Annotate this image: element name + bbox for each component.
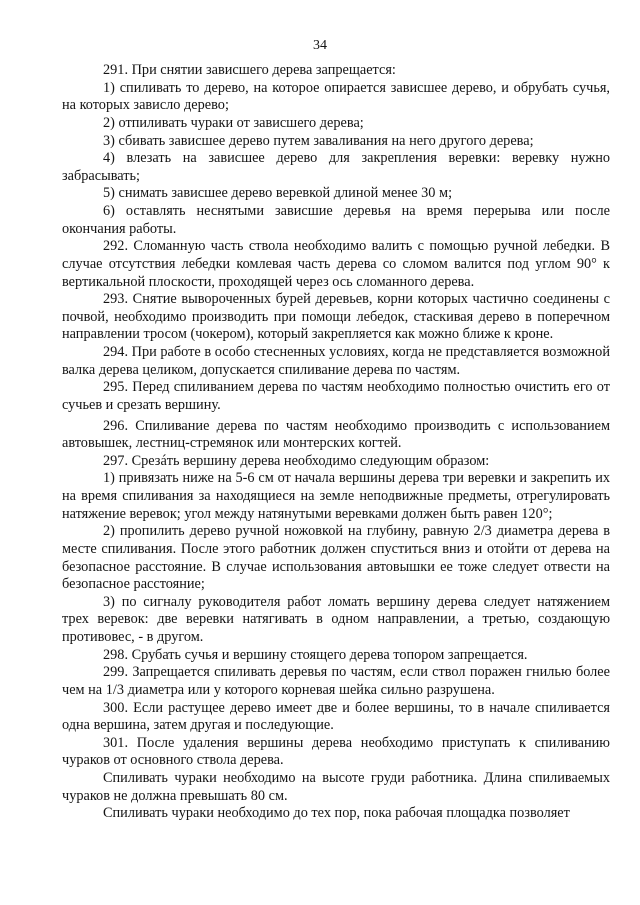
- paragraph-301-note-1: Спиливать чураки необходимо на высоте груди работника. Длина спиливаемых чураков не должна превышать 80 см.: [62, 770, 610, 804]
- paragraph-299: 299. Запрещается спиливать деревья по частям, если ствол поражен гнилью более чем на 1/3 диаметра или у которого корневая шейка сильно разрушена.: [62, 664, 610, 698]
- paragraph-301-note-2: Спиливать чураки необходимо до тех пор, пока рабочая площадка позволяет: [103, 805, 570, 822]
- paragraph-291-item-1: 1) спиливать то дерево, на которое опирается зависшее дерево, и обрубать сучья, на которых зависло дерево;: [62, 79, 610, 114]
- paragraph-293: 293. Снятие вывороченных бурей деревьев, корни которых частично соединены с почвой, необходимо производить при помощи лебедок, стаскивая дерево в поперечном направлении тросом (чокером), который закрепляется как можно ближе к кроне.: [62, 291, 610, 343]
- page-number: 34: [313, 38, 327, 53]
- paragraph-294: 294. При работе в особо стесненных условиях, когда не представляется возможной валка дерева целиком, допускается спиливание дерева по частям.: [62, 344, 610, 378]
- paragraph-301: 301. После удаления вершины дерева необходимо приступать к спиливанию чураков от основного ствола дерева.: [62, 734, 610, 769]
- paragraph-292: 292. Сломанную часть ствола необходимо валить с помощью ручной лебедки. В случае отсутствия лебедки комлевая часть дерева со сломом валится под углом 90° к вертикальной плоскости, проходящей через ось сломанного дерева.: [62, 238, 610, 290]
- paragraph-300: 300. Если растущее дерево имеет две и более вершины, то в начале спиливается одна вершина, затем другая и последующие.: [62, 699, 610, 734]
- paragraph-291-item-4: 4) влезать на зависшее дерево для закрепления веревки: веревку нужно забрасывать;: [62, 150, 610, 184]
- paragraph-298: 298. Срубать сучья и вершину стоящего дерева топором запрещается.: [103, 646, 528, 663]
- paragraph-291-item-3: 3) сбивать зависшее дерево путем заваливания на него другого дерева;: [103, 132, 534, 149]
- paragraph-297-item-2: 2) пропилить дерево ручной ножовкой на глубину, равную 2/3 диаметра дерева в месте спиливания. После этого работник должен спуститься вниз и отойти от дерева на безопасное расстояние. В случае использования автовышки ее тоже следует отвести на безопасное расстояние;: [62, 523, 610, 593]
- paragraph-291-item-5: 5) снимать зависшее дерево веревкой длиной менее 30 м;: [103, 185, 453, 202]
- paragraph-291-item-6: 6) оставлять неснятыми зависшие деревья на время перерыва или после окончания работы.: [62, 203, 610, 237]
- paragraph-297-item-3: 3) по сигналу руководителя работ ломать вершину дерева следует натяжением трех веревок: две веревки натягивать в одном направлении, а третью, создающую противовес, - в другом.: [62, 593, 610, 645]
- paragraph-291-heading: 291. При снятии зависшего дерева запрещается:: [103, 62, 396, 78]
- document-body: [62, 62, 610, 823]
- paragraph-291-item-2: 2) отпиливать чураки от зависшего дерева;: [103, 114, 364, 131]
- paragraph-297-item-1: 1) привязать ниже на 5-6 см от начала вершины дерева три веревки и закрепить их на время спиливания за находящиеся на земле неподвижные предметы, отрегулировать натяжение веревок; угол между натянутыми веревками должен быть равен 120°;: [62, 470, 610, 522]
- paragraph-296: 296. Спиливание дерева по частям необходимо производить с использованием автовышек, лестниц-стремянок или монтерских когтей.: [62, 417, 610, 452]
- paragraph-295: 295. Перед спиливанием дерева по частям необходимо полностью очистить его от сучьев и срезать вершину.: [62, 379, 610, 413]
- paragraph-297-heading: 297. Срезáть вершину дерева необходимо следующим образом:: [103, 452, 490, 469]
